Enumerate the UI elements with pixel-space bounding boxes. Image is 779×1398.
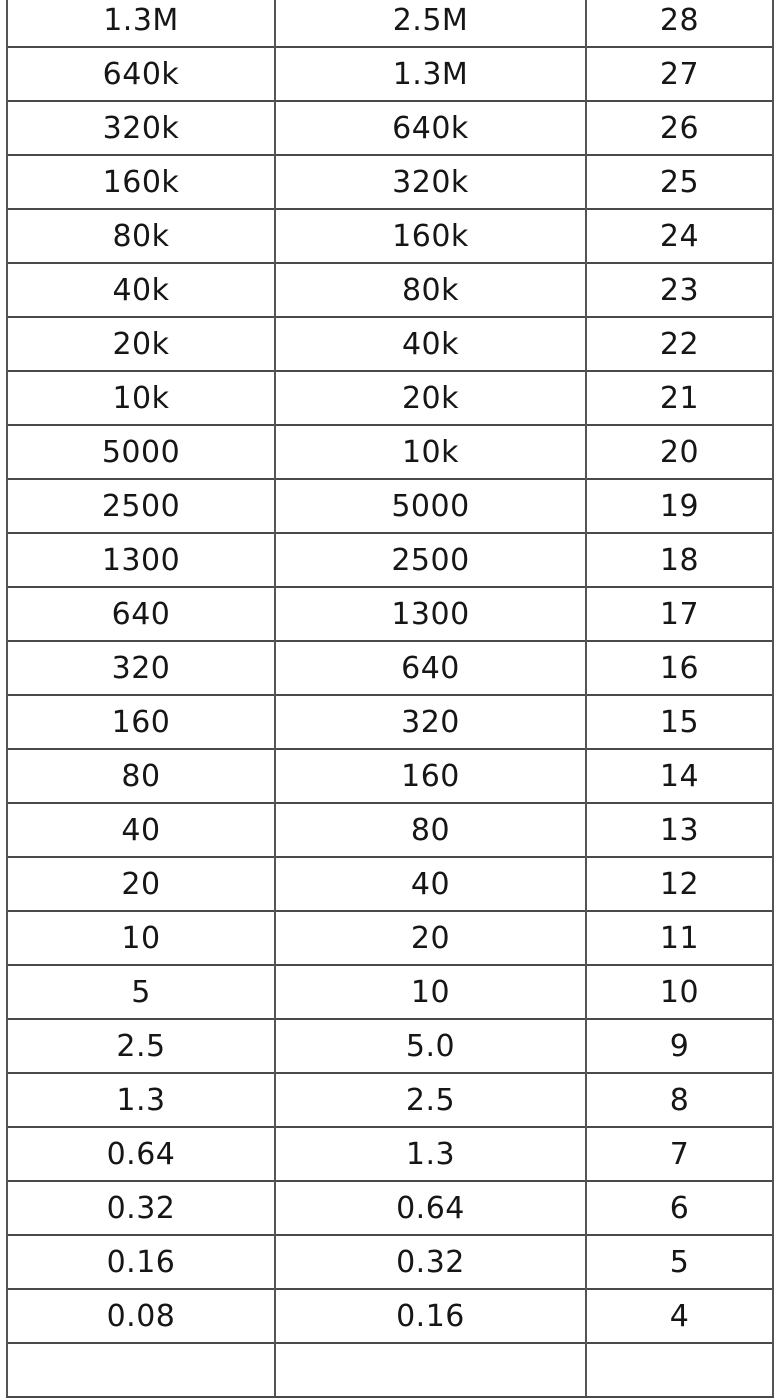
table-row: [7, 911, 773, 965]
table-cell: [7, 965, 275, 1019]
table-cell: [275, 857, 586, 911]
cell-value: 21: [659, 381, 700, 416]
table-cell: [275, 749, 586, 803]
cell-value: 640k: [392, 111, 469, 146]
cell-value: 12: [659, 867, 700, 902]
table-cell: [586, 1235, 773, 1289]
cell-value: 13: [659, 813, 700, 848]
cell-value: 5000: [101, 435, 181, 470]
table-cell: [7, 857, 275, 911]
table-cell: [586, 695, 773, 749]
table-cell: [7, 317, 275, 371]
table-cell: [7, 749, 275, 803]
table-row: [7, 1343, 773, 1397]
table-cell: [275, 1181, 586, 1235]
table-cell: [7, 1235, 275, 1289]
cell-value: 0.64: [396, 1191, 465, 1226]
cell-value: 5.0: [405, 1029, 456, 1064]
table-cell: [586, 1073, 773, 1127]
table-cell: [586, 155, 773, 209]
cell-value: 7: [669, 1137, 690, 1172]
table-cell: [7, 47, 275, 101]
table-cell: [586, 1019, 773, 1073]
table-cell: [275, 911, 586, 965]
table-cell: [7, 371, 275, 425]
table-row: [7, 1127, 773, 1181]
table-cell: [275, 479, 586, 533]
cell-value: 0.16: [106, 1245, 176, 1280]
cell-value: 17: [659, 597, 700, 632]
table-row: [7, 0, 773, 47]
table-cell: [7, 911, 275, 965]
table-cell: [7, 587, 275, 641]
cell-value: 15: [659, 705, 700, 740]
cell-value: 320: [111, 651, 171, 686]
cell-value: 10: [659, 975, 700, 1010]
table-cell: [275, 425, 586, 479]
table-cell: [275, 317, 586, 371]
cell-value: 1.3: [405, 1137, 456, 1172]
table-cell: [275, 587, 586, 641]
table-cell: [586, 587, 773, 641]
table-cell: [7, 479, 275, 533]
cell-value: 1.3M: [392, 57, 469, 92]
table-cell: [7, 641, 275, 695]
table-cell: [586, 263, 773, 317]
table-row: [7, 209, 773, 263]
table-cell: [275, 1073, 586, 1127]
table-cell: [275, 965, 586, 1019]
table-cell: [275, 371, 586, 425]
table-cell: [275, 263, 586, 317]
table-cell: [7, 695, 275, 749]
table-row: [7, 695, 773, 749]
cell-value: 20: [121, 867, 161, 902]
table-cell: [586, 209, 773, 263]
table-cell: [586, 1343, 773, 1397]
table-cell: [275, 0, 586, 47]
cell-value: 40k: [112, 273, 170, 308]
cell-value: 0.16: [396, 1299, 465, 1334]
table-row: [7, 1289, 773, 1343]
table-row: [7, 1235, 773, 1289]
table-row: [7, 47, 773, 101]
table-row: [7, 533, 773, 587]
cell-value: 5: [669, 1245, 690, 1280]
table-row: [7, 371, 773, 425]
cell-value: 18: [659, 543, 700, 578]
table-cell: [586, 533, 773, 587]
cell-value: 5: [131, 975, 151, 1010]
table-cell: [275, 1343, 586, 1397]
cell-value: 28: [659, 3, 700, 38]
table-cell: [7, 155, 275, 209]
table-cell: [275, 1289, 586, 1343]
table-cell: [7, 1289, 275, 1343]
table-cell: [586, 1289, 773, 1343]
table-body: [7, 0, 773, 1397]
table-cell: [586, 101, 773, 155]
table-cell: [275, 641, 586, 695]
cell-value: 0.32: [106, 1191, 176, 1226]
table-cell: [7, 0, 275, 47]
table-row: [7, 317, 773, 371]
table-cell: [586, 749, 773, 803]
cell-value: 2.5M: [392, 3, 469, 38]
table-cell: [7, 1181, 275, 1235]
cell-value: 26: [659, 111, 700, 146]
cell-value: 640: [111, 597, 171, 632]
table-cell: [586, 317, 773, 371]
cell-value: 14: [659, 759, 700, 794]
cell-value: 2.5: [116, 1029, 166, 1064]
cell-value: 2500: [101, 489, 181, 524]
table-row: [7, 641, 773, 695]
table-cell: [586, 371, 773, 425]
cell-value: 9: [669, 1029, 690, 1064]
cell-value: 16: [659, 651, 700, 686]
cell-value: 19: [659, 489, 700, 524]
table-cell: [275, 803, 586, 857]
cell-value: 10k: [112, 381, 170, 416]
cell-value: 4: [669, 1299, 690, 1334]
table-row: [7, 479, 773, 533]
cell-value: 80: [410, 813, 451, 848]
cell-value: 40: [410, 867, 451, 902]
table-cell: [275, 1127, 586, 1181]
table-row: [7, 1019, 773, 1073]
table-cell: [586, 641, 773, 695]
cell-value: 1300: [391, 597, 470, 632]
table-cell: [586, 857, 773, 911]
cell-value: 27: [659, 57, 700, 92]
cell-value: 320k: [102, 111, 180, 146]
table-row: [7, 587, 773, 641]
table-row: [7, 1073, 773, 1127]
table-cell: [7, 803, 275, 857]
cell-value: 1.3M: [103, 3, 179, 38]
cell-value: 0.32: [396, 1245, 465, 1280]
data-table-container: [6, 0, 772, 1398]
table-row: [7, 155, 773, 209]
cell-value: 40: [121, 813, 161, 848]
cell-value: 160k: [102, 165, 180, 200]
table-cell: [586, 1181, 773, 1235]
table-cell: [275, 209, 586, 263]
cell-value: 40k: [401, 327, 460, 362]
cell-value: 2500: [391, 543, 470, 578]
cell-value: 24: [659, 219, 700, 254]
table-cell: [586, 1127, 773, 1181]
cell-value: 320k: [392, 165, 469, 200]
cell-value: 25: [659, 165, 700, 200]
table-cell: [275, 1019, 586, 1073]
cell-value: 20k: [401, 381, 460, 416]
table-cell: [7, 101, 275, 155]
table-cell: [586, 47, 773, 101]
cell-value: 160: [111, 705, 171, 740]
table-row: [7, 1181, 773, 1235]
table-row: [7, 101, 773, 155]
data-table: [6, 0, 774, 1398]
table-cell: [7, 209, 275, 263]
table-cell: [586, 965, 773, 1019]
table-row: [7, 749, 773, 803]
cell-value: 5000: [391, 489, 470, 524]
cell-value: 1300: [101, 543, 181, 578]
cell-value: 640k: [102, 57, 180, 92]
table-row: [7, 263, 773, 317]
cell-value: 160: [401, 759, 460, 794]
table-cell: [586, 911, 773, 965]
table-cell: [275, 155, 586, 209]
table-cell: [275, 1235, 586, 1289]
table-cell: [7, 1127, 275, 1181]
cell-value: 20k: [112, 327, 170, 362]
cell-value: 640: [401, 651, 460, 686]
cell-value: 80k: [112, 219, 170, 254]
table-row: [7, 857, 773, 911]
table-row: [7, 965, 773, 1019]
table-cell: [586, 479, 773, 533]
cell-value: 6: [669, 1191, 690, 1226]
cell-value: 8: [669, 1083, 690, 1118]
cell-value: 80: [121, 759, 161, 794]
table-cell: [7, 1343, 275, 1397]
cell-value: 20: [659, 435, 700, 470]
cell-value: 23: [659, 273, 700, 308]
cell-value: 11: [659, 921, 700, 956]
table-cell: [275, 533, 586, 587]
table-row: [7, 425, 773, 479]
table-cell: [275, 47, 586, 101]
table-cell: [586, 803, 773, 857]
table-cell: [7, 1019, 275, 1073]
cell-value: 22: [659, 327, 700, 362]
cell-value: 160k: [392, 219, 469, 254]
cell-value: 10: [410, 975, 451, 1010]
cell-value: 2.5: [405, 1083, 456, 1118]
cell-value: 320: [401, 705, 460, 740]
table-row: [7, 803, 773, 857]
cell-value: 80k: [401, 273, 460, 308]
table-cell: [7, 425, 275, 479]
cell-value: 0.08: [106, 1299, 176, 1334]
cell-value: 0.64: [106, 1137, 176, 1172]
table-cell: [275, 101, 586, 155]
table-cell: [586, 425, 773, 479]
table-cell: [7, 533, 275, 587]
cell-value: 1.3: [116, 1083, 166, 1118]
table-cell: [275, 695, 586, 749]
cell-value: 10: [121, 921, 161, 956]
cell-value: 10k: [401, 435, 460, 470]
cell-value: 20: [410, 921, 451, 956]
table-cell: [586, 0, 773, 47]
table-cell: [7, 1073, 275, 1127]
table-cell: [7, 263, 275, 317]
